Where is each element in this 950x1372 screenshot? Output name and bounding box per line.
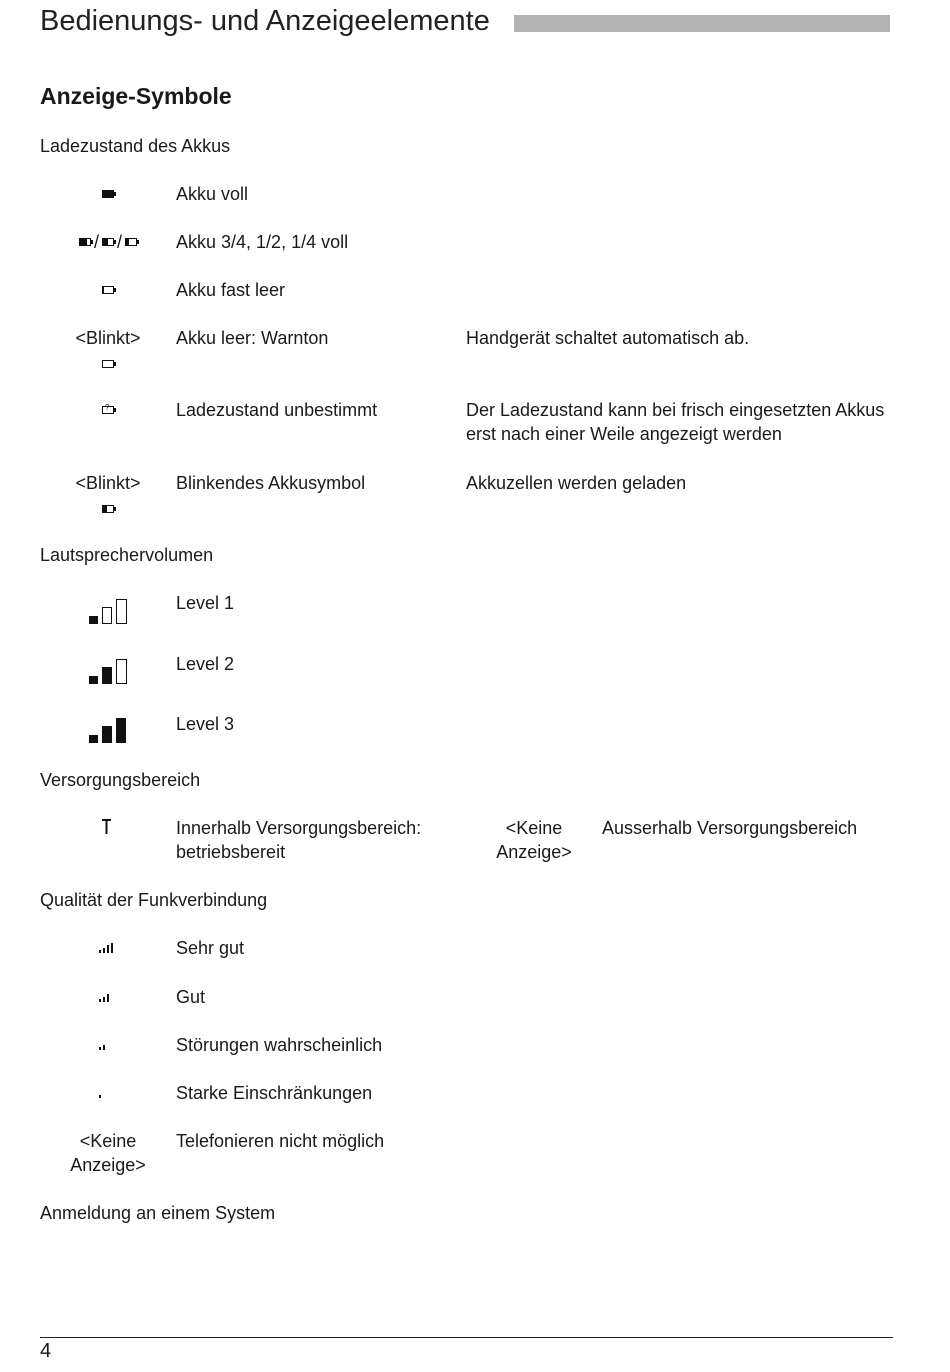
coverage-outside-label: Ausserhalb Versorgungsbereich: [602, 818, 858, 838]
battery-almost-empty-label: Akku fast leer: [176, 280, 286, 300]
volume-level-1-label: Level 1: [176, 593, 235, 613]
battery-unknown-label: Ladezustand unbestimmt: [176, 400, 378, 420]
section-heading: Anzeige-Symbole: [40, 83, 232, 109]
title-bar: [514, 15, 890, 32]
battery-full-label: Akku voll: [176, 184, 249, 204]
footer-rule: [40, 1337, 893, 1338]
no-signal-label: Telefonieren nicht möglich: [176, 1131, 385, 1151]
signal-4-bars-label: Sehr gut: [176, 938, 245, 958]
page-title: Bedienungs- und Anzeigeelemente: [40, 5, 490, 37]
antenna-icon: [100, 818, 114, 836]
coverage-inside-line2: betriebsbereit: [176, 842, 286, 862]
battery-unknown-note-line2: erst nach einer Weile angezeigt werden: [466, 424, 782, 444]
blink-tag: <Blinkt>: [75, 328, 141, 348]
signal-1-bar-icon: [98, 1086, 116, 1100]
battery-empty-icon: [60, 352, 156, 376]
separator: /: [117, 232, 123, 252]
signal-4-bars-icon: [98, 941, 116, 955]
no-display-line2: Anzeige>: [496, 842, 572, 862]
battery-charging-icon: [60, 497, 156, 521]
battery-almost-empty-icon: [60, 278, 156, 302]
signal-3-bars-label: Gut: [176, 987, 206, 1007]
coverage-inside-line1: Innerhalb Versorgungsbereich:: [176, 818, 422, 838]
separator: /: [93, 232, 99, 252]
volume-heading: Lautsprechervolumen: [40, 545, 214, 565]
battery-full-icon: [60, 182, 156, 206]
volume-level-1-icon: [86, 597, 132, 627]
no-signal-line1: <Keine: [79, 1131, 137, 1151]
battery-empty-note: Handgerät schaltet automatisch ab.: [466, 328, 750, 348]
volume-level-2-icon: [86, 657, 132, 687]
battery-levels-icon: [60, 230, 156, 254]
no-signal-line2: Anzeige>: [70, 1155, 146, 1175]
volume-level-3-label: Level 3: [176, 714, 235, 734]
signal-heading: Qualität der Funkverbindung: [40, 890, 268, 910]
signal-2-bars-label: Störungen wahrscheinlich: [176, 1035, 383, 1055]
battery-charging-label: Blinkendes Akkusymbol: [176, 473, 366, 493]
page-number: 4: [40, 1340, 52, 1362]
volume-level-2-label: Level 2: [176, 654, 235, 674]
battery-levels-label: Akku 3/4, 1/2, 1/4 voll: [176, 232, 349, 252]
volume-level-3-icon: [86, 716, 132, 746]
registration-heading: Anmeldung an einem System: [40, 1203, 276, 1223]
battery-charging-note: Akkuzellen werden geladen: [466, 473, 687, 493]
signal-3-bars-icon: [98, 990, 116, 1004]
battery-unknown-icon: ?: [60, 398, 156, 422]
no-display-line1: <Keine: [505, 818, 563, 838]
blink-tag: <Blinkt>: [75, 473, 141, 493]
battery-empty-label: Akku leer: Warnton: [176, 328, 329, 348]
signal-1-bar-label: Starke Einschränkungen: [176, 1083, 373, 1103]
coverage-heading: Versorgungsbereich: [40, 770, 201, 790]
battery-heading: Ladezustand des Akkus: [40, 136, 231, 156]
signal-2-bars-icon: [98, 1038, 116, 1052]
battery-unknown-note-line1: Der Ladezustand kann bei frisch eingesetzten Akkus: [466, 400, 885, 420]
